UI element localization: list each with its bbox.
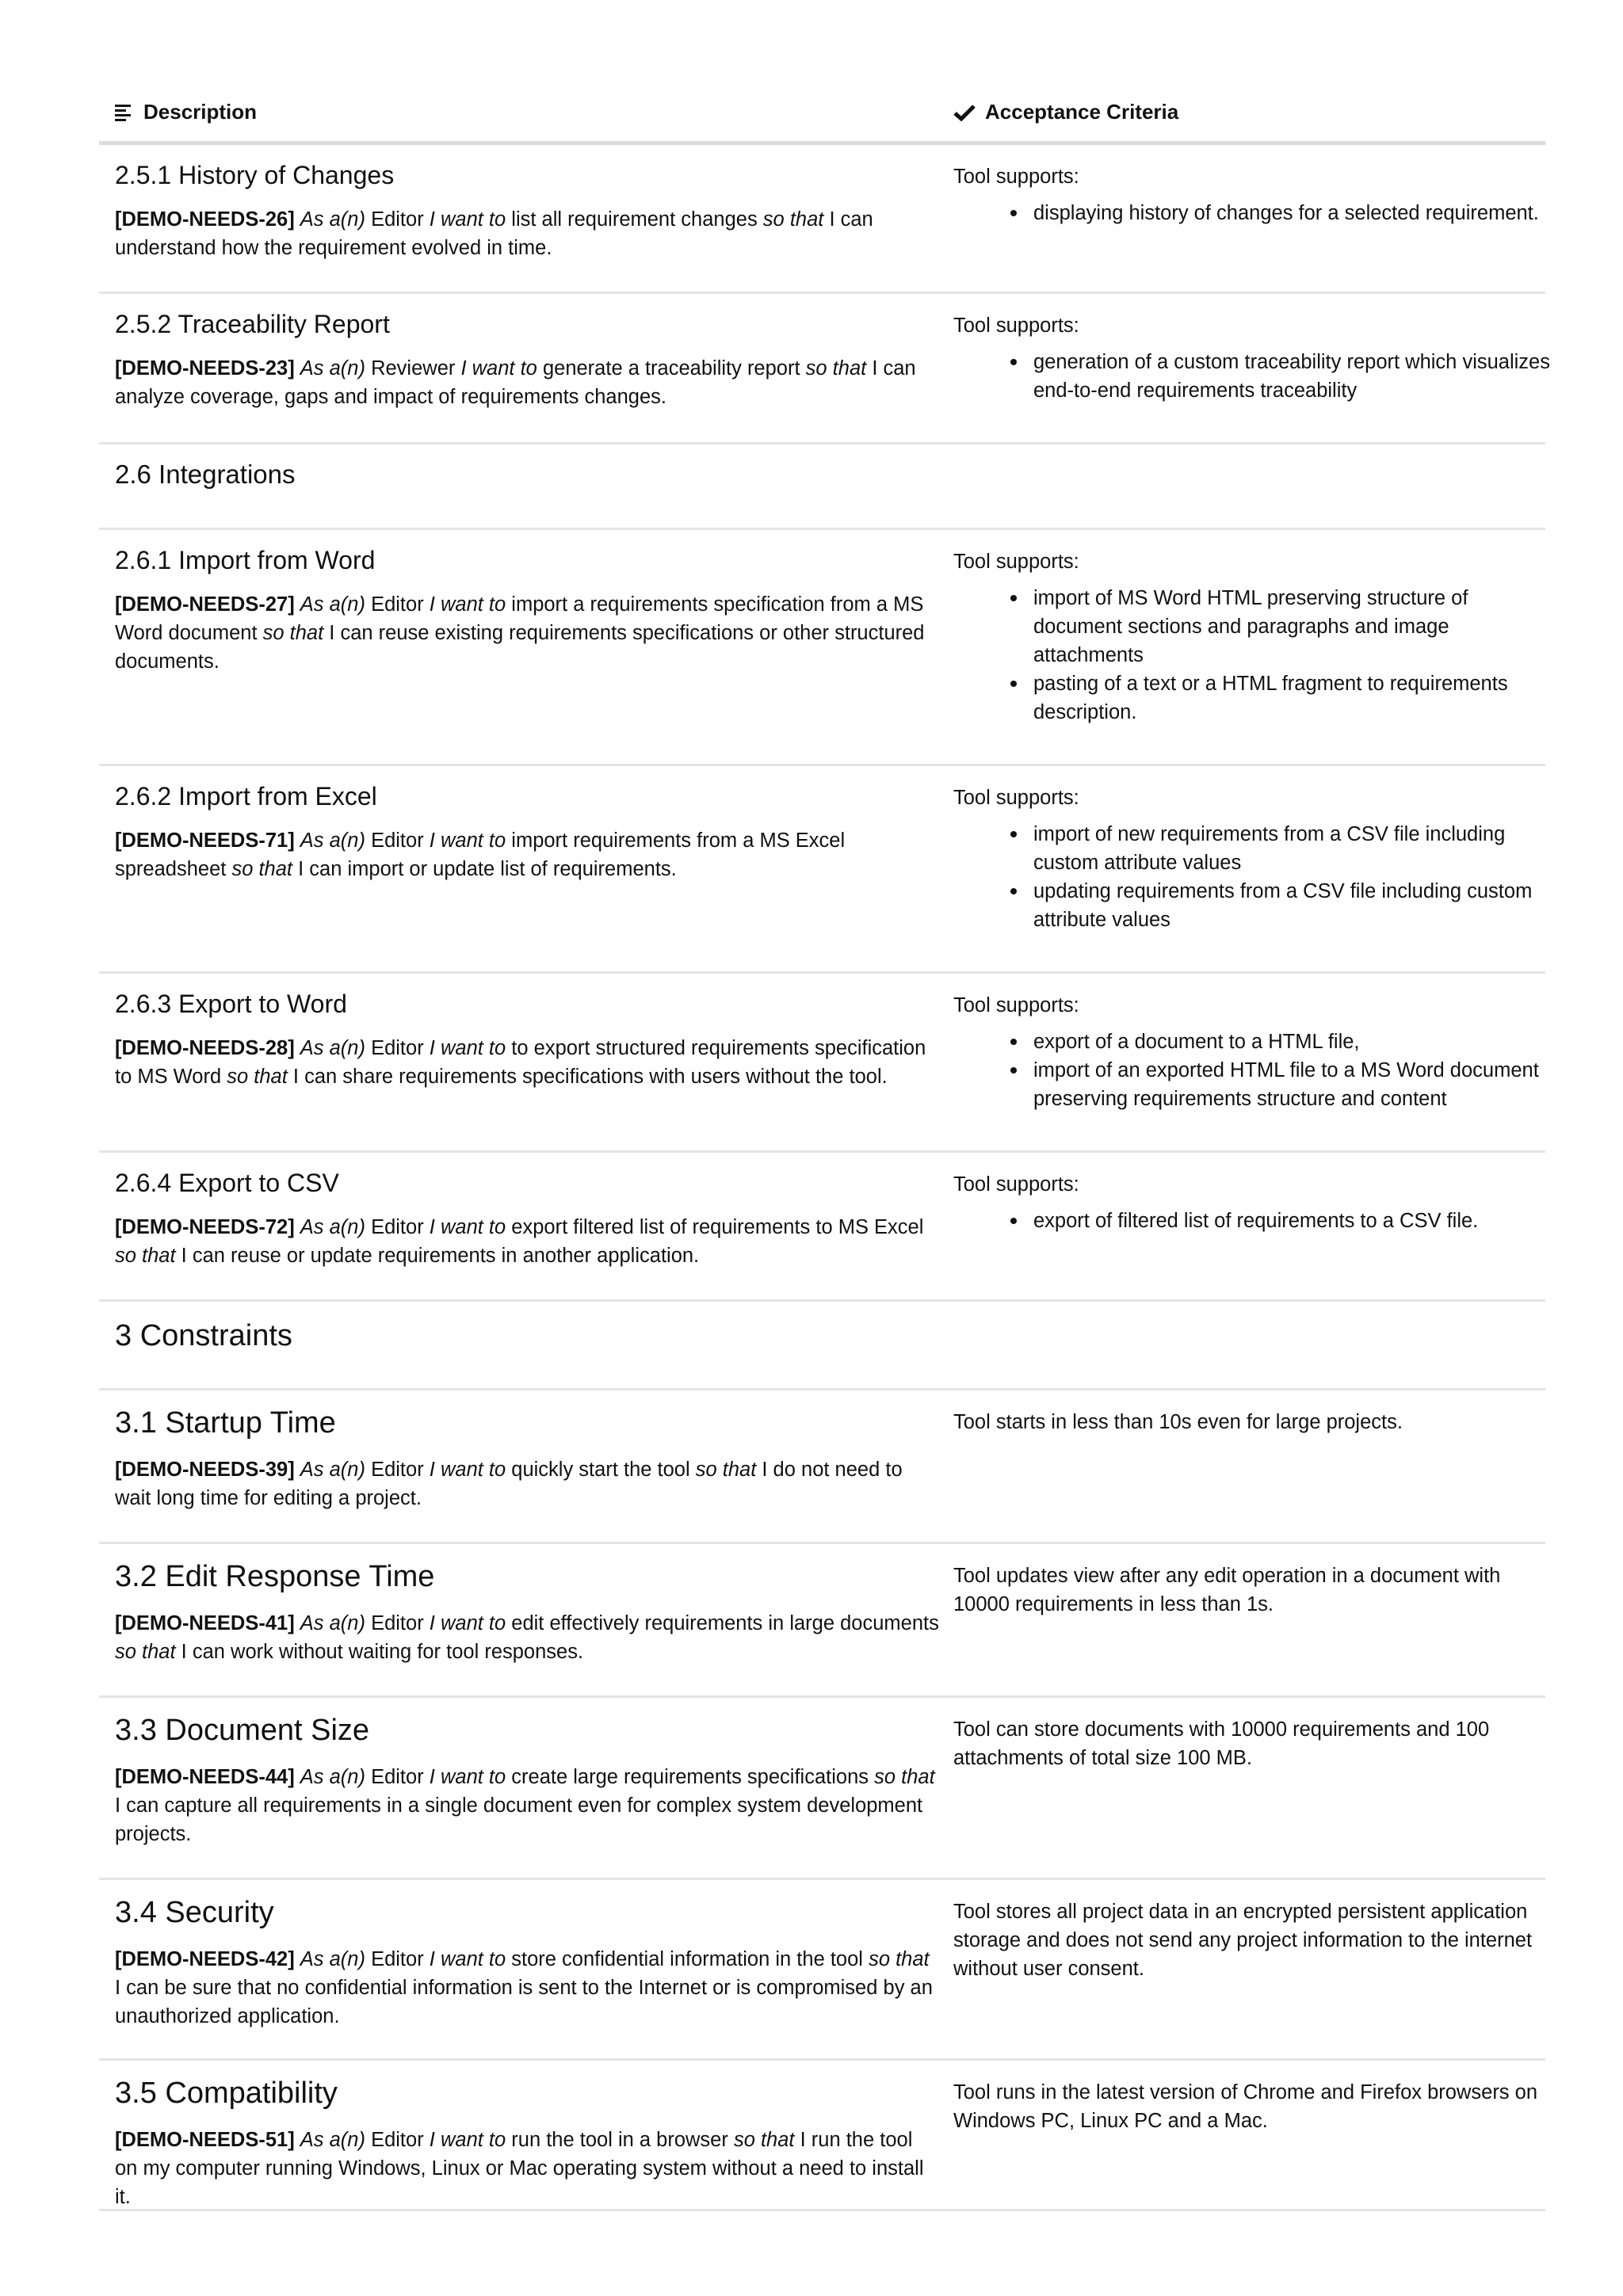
story-as-keyword: As a(n) — [300, 1037, 365, 1059]
story-as-keyword: As a(n) — [300, 1948, 365, 1970]
requirement-row — [99, 1153, 1545, 1302]
user-story — [115, 1455, 939, 1512]
user-story — [115, 590, 939, 676]
criteria-item: import of new requirements from a CSV file including custom attribute values — [1033, 820, 1556, 877]
acceptance-cell — [953, 1170, 1556, 1235]
story-so-keyword: so that — [695, 1459, 757, 1481]
criteria-item: pasting of a text or a HTML fragment to requirements description. — [1033, 669, 1556, 727]
requirement-title: 3.5 Compatibility — [115, 2077, 338, 2110]
requirement-id: [DEMO-NEEDS-41] — [115, 1612, 295, 1634]
requirement-title: 3.1 Startup Time — [115, 1406, 336, 1440]
story-so-keyword: so that — [733, 2129, 795, 2151]
story-so-keyword: so that — [805, 357, 867, 379]
story-so-keyword: so that — [874, 1766, 935, 1788]
description-cell — [115, 544, 939, 676]
criteria-item: export of filtered list of requirements to a CSV file. — [1033, 1207, 1556, 1235]
requirement-row — [99, 1390, 1545, 1544]
requirement-row — [99, 1880, 1545, 2061]
user-story — [115, 1213, 939, 1270]
story-so-keyword: so that — [762, 208, 824, 231]
requirement-id: [DEMO-NEEDS-44] — [115, 1766, 295, 1788]
story-so-keyword: so that — [115, 1641, 176, 1663]
story-so-keyword: so that — [231, 858, 293, 880]
story-so-keyword: so that — [869, 1948, 930, 1970]
description-cell — [115, 1894, 939, 2031]
story-want: to export structured requirements specification to MS Word — [115, 1037, 926, 1088]
criteria-item: import of MS Word HTML preserving structure of document sections and paragraphs and image attachments — [1033, 584, 1556, 669]
acceptance-cell — [953, 162, 1556, 227]
story-benefit: I can capture all requirements in a single document even for complex system development projects. — [115, 1794, 923, 1845]
story-role: Reviewer — [371, 357, 456, 379]
requirement-row — [99, 974, 1545, 1153]
table-body — [99, 145, 1550, 2211]
requirement-row — [99, 2061, 1545, 2211]
acceptance-cell — [953, 1562, 1556, 1619]
user-story — [115, 1609, 939, 1666]
requirement-row — [99, 1698, 1545, 1880]
story-so-keyword: so that — [227, 1066, 288, 1088]
requirement-row — [99, 294, 1550, 444]
story-role: Editor — [371, 1766, 424, 1788]
criteria-intro: Tool supports: — [953, 551, 1079, 573]
story-want-keyword: I want to — [429, 1612, 506, 1634]
story-want-keyword: I want to — [429, 2129, 506, 2151]
criteria-list — [953, 820, 1556, 934]
requirement-row — [99, 766, 1545, 974]
description-cell — [115, 2075, 939, 2211]
story-want-keyword: I want to — [429, 208, 506, 231]
story-role: Editor — [371, 208, 424, 231]
acceptance-cell — [953, 1715, 1556, 1772]
story-want-keyword: I want to — [429, 1948, 506, 1970]
story-benefit: I can be sure that no confidential information is sent to the Internet or is compromised by an unauthorized application. — [115, 1977, 933, 2027]
criteria-intro: Tool supports: — [953, 787, 1079, 809]
requirement-id: [DEMO-NEEDS-27] — [115, 593, 295, 616]
description-cell — [115, 308, 939, 411]
description-header-label: Description — [143, 100, 258, 124]
description-cell — [115, 780, 939, 883]
section-heading: 3 Constraints — [115, 1319, 292, 1352]
requirements-table — [99, 86, 1550, 2211]
story-as-keyword: As a(n) — [300, 2129, 365, 2151]
story-want: import requirements from a MS Excel spreadsheet — [115, 830, 846, 880]
requirement-row — [99, 1544, 1545, 1698]
story-role: Editor — [371, 1037, 424, 1059]
criteria-text: Tool stores all project data in an encrypted persistent application storage and does not send any project information to the internet without user consent. — [953, 1901, 1533, 1980]
criteria-text: Tool can store documents with 10000 requirements and 100 attachments of total size 100 MB. — [953, 1718, 1490, 1769]
requirement-title: 3.2 Edit Response Time — [115, 1560, 435, 1593]
story-role: Editor — [371, 1216, 424, 1238]
criteria-intro: Tool supports: — [953, 1173, 1079, 1196]
story-want: store confidential information in the tool — [511, 1948, 863, 1970]
story-as-keyword: As a(n) — [300, 1612, 365, 1634]
align-left-icon — [115, 104, 134, 121]
criteria-intro: Tool supports: — [953, 994, 1079, 1016]
requirement-id: [DEMO-NEEDS-42] — [115, 1948, 295, 1970]
story-as-keyword: As a(n) — [300, 593, 365, 616]
requirement-id: [DEMO-NEEDS-26] — [115, 208, 295, 231]
criteria-text: Tool updates view after any edit operation in a document with 10000 requirements in less than 1s. — [953, 1565, 1501, 1615]
acceptance-cell — [953, 784, 1556, 934]
story-want: edit effectively requirements in large documents — [511, 1612, 939, 1634]
story-benefit: I can reuse existing requirements specifications or other structured documents. — [115, 622, 925, 673]
story-benefit: I run the tool on my computer running Windows, Linux or Mac operating system without a need to install it. — [115, 2129, 924, 2208]
story-want: run the tool in a browser — [511, 2129, 728, 2151]
requirement-id: [DEMO-NEEDS-39] — [115, 1459, 295, 1481]
story-role: Editor — [371, 830, 424, 852]
description-cell — [115, 1558, 939, 1666]
acceptance-cell — [953, 311, 1556, 405]
requirement-title: 2.6.4 Export to CSV — [115, 1169, 339, 1197]
story-want-keyword: I want to — [429, 1037, 506, 1059]
description-cell — [115, 1405, 939, 1512]
description-column-header — [115, 100, 257, 124]
requirement-title: 2.5.2 Traceability Report — [115, 310, 390, 338]
criteria-text: Tool starts in less than 10s even for large projects. — [953, 1411, 1403, 1433]
acceptance-cell — [953, 1897, 1556, 1983]
story-as-keyword: As a(n) — [300, 1766, 365, 1788]
table-header — [99, 86, 1545, 145]
story-want-keyword: I want to — [429, 593, 506, 616]
story-want-keyword: I want to — [429, 1216, 506, 1238]
section-cell — [115, 459, 939, 490]
story-role: Editor — [371, 2129, 424, 2151]
criteria-list — [953, 584, 1556, 727]
description-cell — [115, 988, 939, 1091]
criteria-item: updating requirements from a CSV file including custom attribute values — [1033, 877, 1556, 934]
requirement-title: 2.6.3 Export to Word — [115, 990, 347, 1018]
requirement-id: [DEMO-NEEDS-51] — [115, 2129, 295, 2151]
requirement-row — [99, 145, 1545, 294]
requirement-id: [DEMO-NEEDS-72] — [115, 1216, 295, 1238]
description-cell — [115, 1167, 939, 1270]
story-want-keyword: I want to — [429, 1459, 506, 1481]
criteria-item: export of a document to a HTML file, — [1033, 1028, 1556, 1056]
acceptance-cell — [953, 547, 1556, 727]
user-story — [115, 2126, 939, 2211]
story-as-keyword: As a(n) — [300, 1216, 365, 1238]
requirement-title: 2.5.1 History of Changes — [115, 161, 395, 189]
story-want: generate a traceability report — [542, 357, 800, 379]
requirement-title: 3.4 Security — [115, 1896, 274, 1929]
story-role: Editor — [371, 1612, 424, 1634]
user-story — [115, 354, 939, 411]
story-benefit: I can understand how the requirement evolved in time. — [115, 208, 873, 259]
story-as-keyword: As a(n) — [300, 1459, 365, 1481]
criteria-list — [953, 348, 1556, 405]
user-story — [115, 826, 939, 883]
user-story — [115, 1034, 939, 1091]
story-benefit: I can analyze coverage, gaps and impact of requirements changes. — [115, 357, 916, 408]
acceptance-column-header — [953, 100, 1178, 124]
criteria-list — [953, 1028, 1556, 1113]
requirement-title: 2.6.2 Import from Excel — [115, 782, 377, 810]
requirement-id: [DEMO-NEEDS-71] — [115, 830, 295, 852]
story-want: quickly start the tool — [511, 1459, 690, 1481]
story-benefit: I can work without waiting for tool responses. — [181, 1641, 584, 1663]
requirement-row — [99, 530, 1545, 766]
criteria-intro: Tool supports: — [953, 315, 1079, 337]
description-cell — [115, 159, 939, 262]
acceptance-header-label: Acceptance Criteria — [985, 100, 1179, 124]
story-role: Editor — [371, 1948, 424, 1970]
criteria-list — [953, 1207, 1556, 1235]
criteria-item: displaying history of changes for a selected requirement. — [1033, 199, 1556, 227]
section-heading: 2.6 Integrations — [115, 460, 296, 489]
section-row — [99, 1302, 1545, 1390]
description-cell — [115, 1712, 939, 1848]
user-story — [115, 1763, 939, 1848]
story-want: create large requirements specifications — [511, 1766, 869, 1788]
criteria-text: Tool runs in the latest version of Chrome and Firefox browsers on Windows PC, Linux PC and a Mac. — [953, 2081, 1538, 2132]
section-row — [99, 444, 1545, 530]
acceptance-cell — [953, 1408, 1556, 1436]
story-want-keyword: I want to — [429, 830, 506, 852]
story-role: Editor — [371, 1459, 424, 1481]
story-so-keyword: so that — [115, 1245, 176, 1267]
checkmark-icon — [953, 104, 976, 121]
criteria-item: generation of a custom traceability report which visualizes end-to-end requirements traceability — [1033, 348, 1556, 405]
story-benefit: I can reuse or update requirements in another application. — [181, 1245, 700, 1267]
story-want: list all requirement changes — [511, 208, 758, 231]
story-as-keyword: As a(n) — [300, 208, 365, 231]
criteria-intro: Tool supports: — [953, 166, 1079, 188]
story-want-keyword: I want to — [429, 1766, 506, 1788]
requirement-id: [DEMO-NEEDS-28] — [115, 1037, 295, 1059]
requirement-title: 3.3 Document Size — [115, 1714, 370, 1747]
story-want: import a requirements specification from a MS Word document — [115, 593, 924, 644]
story-want-keyword: I want to — [460, 357, 537, 379]
criteria-list — [953, 199, 1556, 227]
criteria-item: import of an exported HTML file to a MS Word document preserving requirements structure and content — [1033, 1056, 1556, 1113]
user-story — [115, 205, 939, 262]
acceptance-cell — [953, 991, 1556, 1113]
story-as-keyword: As a(n) — [300, 830, 365, 852]
story-role: Editor — [371, 593, 424, 616]
story-benefit: I do not need to wait long time for editing a project. — [115, 1459, 903, 1509]
story-want: export filtered list of requirements to MS Excel — [511, 1216, 924, 1238]
acceptance-cell — [953, 2078, 1556, 2135]
section-cell — [115, 1318, 939, 1354]
story-benefit: I can share requirements specifications with users without the tool. — [292, 1066, 888, 1088]
story-benefit: I can import or update list of requirements. — [298, 858, 677, 880]
requirement-title: 2.6.1 Import from Word — [115, 546, 376, 574]
story-as-keyword: As a(n) — [300, 357, 365, 379]
requirement-id: [DEMO-NEEDS-23] — [115, 357, 295, 379]
user-story — [115, 1945, 939, 2031]
story-so-keyword: so that — [262, 622, 324, 644]
